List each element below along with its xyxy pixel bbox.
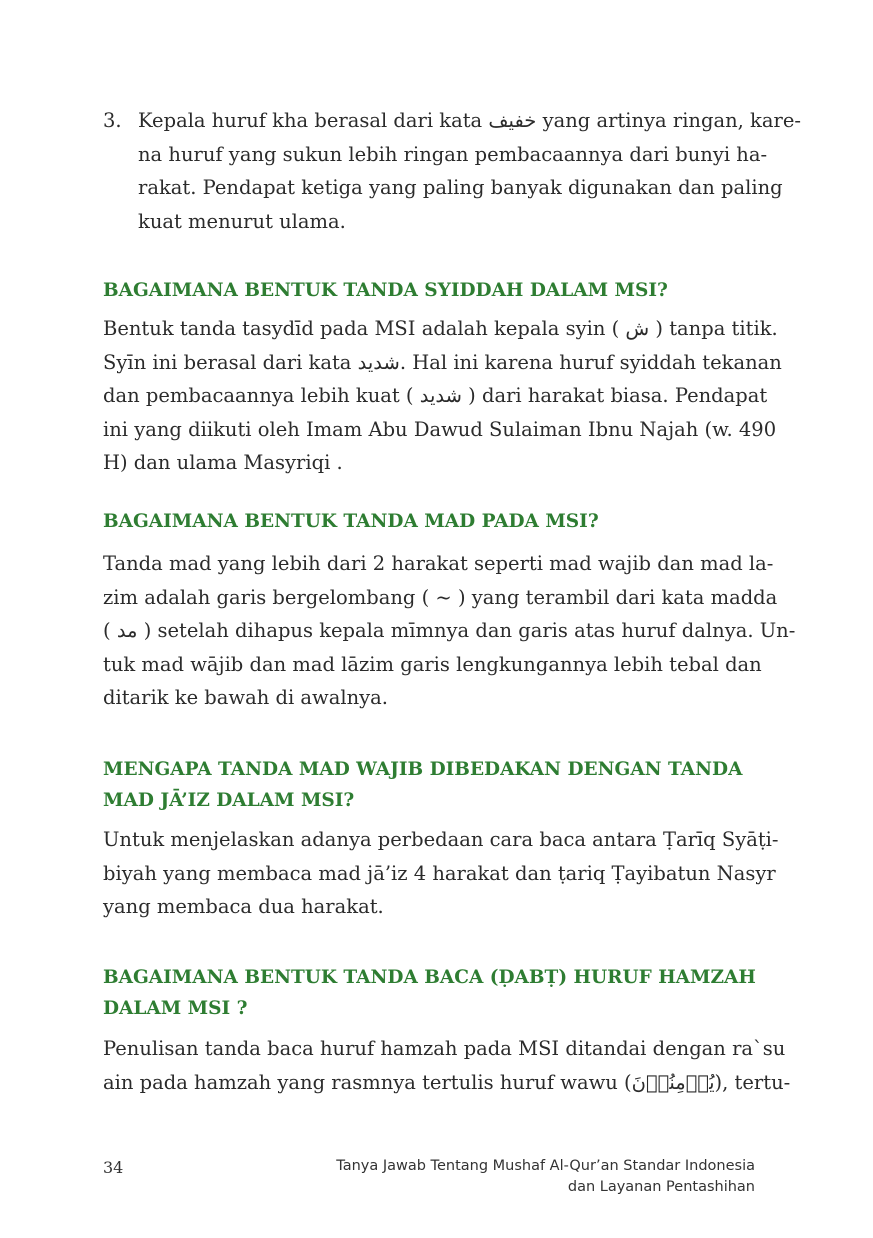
footer-title-line: Tanya Jawab Tentang Mushaf Al-Qur’an Standar Indonesia xyxy=(336,1158,755,1174)
text-line: kuat menurut ulama. xyxy=(138,209,346,233)
list-number: 3. xyxy=(103,109,122,132)
section-heading-syiddah: BAGAIMANA BENTUK TANDA SYIDDAH DALAM MSI? xyxy=(103,280,668,301)
text-line: dan pembacaannya lebih kuat ( شديد ) dari harakat biasa. Pendapat xyxy=(103,384,768,407)
text-line: ( مد ) setelah dihapus kepala mīmnya dan garis atas huruf dalnya. Un- xyxy=(103,619,796,642)
text-line: Penulisan tanda baca huruf hamzah pada MSI ditandai dengan ra`su xyxy=(103,1037,786,1060)
text-line: biyah yang membaca mad jā’iz 4 harakat dan ṭariq Ṭayibatun Nasyr xyxy=(103,861,776,885)
running-footer-title xyxy=(336,1156,755,1198)
text-line: Kepala huruf kha berasal dari kata خفيف yang artinya ringan, kare- xyxy=(138,109,801,132)
text-line: Syīn ini berasal dari kata شديد. Hal ini karena huruf syiddah tekanan xyxy=(103,350,782,374)
text-line: Untuk menjelaskan adanya perbedaan cara baca antara Ṭarīq Syāṭi- xyxy=(103,828,779,851)
text-line: tuk mad wājib dan mad lāzim garis lengkungannya lebih tebal dan xyxy=(103,652,762,676)
text-line: Tanda mad yang lebih dari 2 harakat seperti mad wajib dan mad la- xyxy=(103,552,774,575)
text-line: ain pada hamzah yang rasmnya tertulis huruf wawu (يُؤۡمِنُوۡنَ), tertu- xyxy=(103,1070,791,1094)
page-number: 34 xyxy=(103,1158,124,1177)
section-body-mad-wajib xyxy=(103,823,779,924)
list-item-3 xyxy=(138,104,801,238)
text-line: ini yang diikuti oleh Imam Abu Dawud Sulaiman Ibnu Najah (w. 490 xyxy=(103,417,777,441)
section-body-mad xyxy=(103,547,796,715)
section-heading-hamzah: BAGAIMANA BENTUK TANDA BACA (ḌABṬ) HURUF HAMZAH DALAM MSI ? xyxy=(103,967,756,1019)
text-line: yang membaca dua harakat. xyxy=(103,895,384,918)
section-body-hamzah xyxy=(103,1032,791,1099)
text-line: ditarik ke bawah di awalnya. xyxy=(103,686,388,709)
footer-title-line: dan Layanan Pentashihan xyxy=(567,1179,755,1195)
section-body-syiddah xyxy=(103,312,782,480)
text-line: rakat. Pendapat ketiga yang paling banyak digunakan dan paling xyxy=(138,176,783,199)
text-line: na huruf yang sukun lebih ringan pembacaannya dari bunyi ha- xyxy=(138,142,768,166)
text-line: Bentuk tanda tasydīd pada MSI adalah kepala syin ( ش ) tanpa titik. xyxy=(103,317,778,340)
text-line: zim adalah garis bergelombang ( ~ ) yang terambil dari kata madda xyxy=(103,585,778,609)
text-line: H) dan ulama Masyriqi . xyxy=(103,451,343,474)
section-heading-mad-wajib: MENGAPA TANDA MAD WAJIB DIBEDAKAN DENGAN TANDA MAD JĀ’IZ DALAM MSI? xyxy=(103,759,743,811)
section-heading-mad: BAGAIMANA BENTUK TANDA MAD PADA MSI? xyxy=(103,511,599,532)
